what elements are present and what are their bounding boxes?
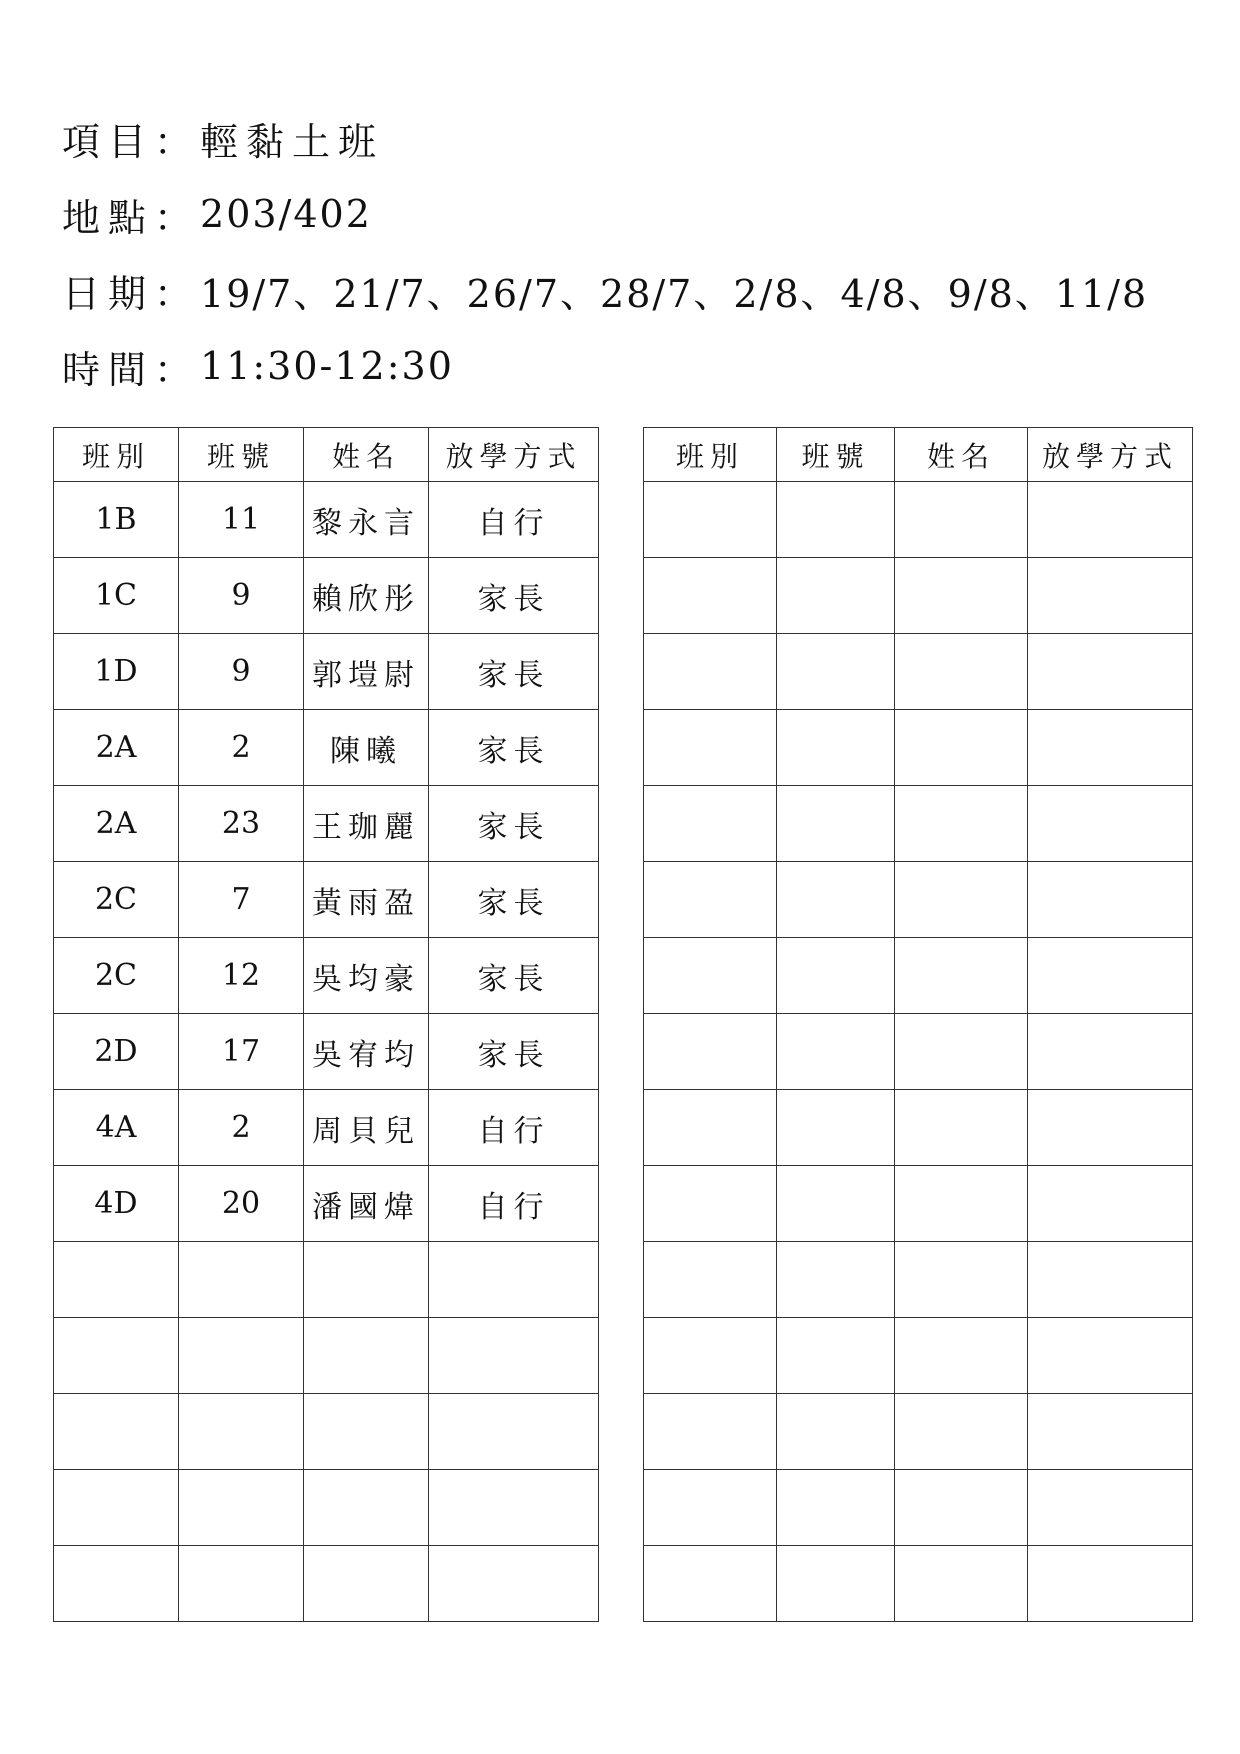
table-row — [54, 482, 599, 558]
project-label: 項目： — [62, 119, 201, 164]
cell-pickup — [429, 1318, 599, 1394]
cell-class — [54, 1318, 179, 1394]
cell-number — [777, 862, 895, 938]
cell-name — [895, 1318, 1028, 1394]
cell-pickup: 家長 — [429, 1014, 599, 1090]
cell-number: 20 — [179, 1166, 304, 1242]
cell-number: 2 — [179, 710, 304, 786]
table-header-row — [54, 428, 599, 482]
cell-pickup — [1028, 1242, 1193, 1318]
table-row — [54, 1470, 599, 1546]
cell-name — [895, 786, 1028, 862]
cell-pickup — [1028, 558, 1193, 634]
cell-pickup — [1028, 634, 1193, 710]
column-header-number: 班號 — [777, 428, 895, 482]
cell-number: 17 — [179, 1014, 304, 1090]
cell-number — [777, 1166, 895, 1242]
table-row — [644, 786, 1193, 862]
table-row — [54, 1394, 599, 1470]
cell-class: 1B — [54, 482, 179, 558]
table-row — [644, 1014, 1193, 1090]
roster-table-right — [643, 427, 1193, 1622]
location-label: 地點： — [62, 195, 201, 240]
cell-name — [895, 1090, 1028, 1166]
cell-class: 2A — [54, 710, 179, 786]
cell-pickup: 家長 — [429, 786, 599, 862]
table-row — [644, 938, 1193, 1014]
cell-pickup: 自行 — [429, 482, 599, 558]
column-header-class: 班別 — [644, 428, 777, 482]
cell-class: 4D — [54, 1166, 179, 1242]
cell-class — [644, 1394, 777, 1470]
cell-number — [179, 1546, 304, 1622]
cell-pickup — [1028, 1394, 1193, 1470]
cell-name — [304, 1470, 429, 1546]
table-row — [644, 482, 1193, 558]
cell-pickup — [1028, 1090, 1193, 1166]
cell-pickup — [429, 1470, 599, 1546]
cell-number: 11 — [179, 482, 304, 558]
cell-pickup: 家長 — [429, 862, 599, 938]
column-header-name: 姓名 — [304, 428, 429, 482]
cell-class — [644, 558, 777, 634]
cell-name — [895, 710, 1028, 786]
cell-name — [895, 1394, 1028, 1470]
cell-class: 2C — [54, 862, 179, 938]
location-value: 203/402 — [200, 192, 372, 236]
cell-pickup: 家長 — [429, 938, 599, 1014]
column-header-number: 班號 — [179, 428, 304, 482]
cell-name — [304, 1242, 429, 1318]
cell-pickup: 家長 — [429, 710, 599, 786]
cell-class — [54, 1242, 179, 1318]
cell-class — [644, 634, 777, 710]
cell-name — [895, 862, 1028, 938]
time-label: 時間： — [62, 347, 201, 392]
cell-class: 4A — [54, 1090, 179, 1166]
cell-class: 1C — [54, 558, 179, 634]
cell-pickup — [429, 1242, 599, 1318]
cell-name — [895, 558, 1028, 634]
cell-name — [895, 1546, 1028, 1622]
table-row — [644, 1470, 1193, 1546]
table-row — [54, 1242, 599, 1318]
cell-number — [777, 482, 895, 558]
cell-pickup — [1028, 1166, 1193, 1242]
cell-class: 2C — [54, 938, 179, 1014]
cell-name: 吳宥均 — [304, 1014, 429, 1090]
cell-name — [895, 1166, 1028, 1242]
table-row — [644, 1546, 1193, 1622]
column-header-pickup: 放學方式 — [429, 428, 599, 482]
project-line — [62, 100, 1148, 176]
cell-number: 2 — [179, 1090, 304, 1166]
cell-name: 王珈麗 — [304, 786, 429, 862]
cell-pickup: 家長 — [429, 558, 599, 634]
cell-pickup — [1028, 862, 1193, 938]
cell-class — [644, 710, 777, 786]
cell-number: 12 — [179, 938, 304, 1014]
cell-pickup — [429, 1394, 599, 1470]
time-line — [62, 328, 1148, 404]
cell-name — [895, 1242, 1028, 1318]
cell-name: 賴欣彤 — [304, 558, 429, 634]
table-row — [644, 1166, 1193, 1242]
cell-name — [895, 634, 1028, 710]
cell-number — [777, 1546, 895, 1622]
cell-class — [644, 1242, 777, 1318]
time-value: 11:30-12:30 — [200, 344, 454, 388]
cell-pickup — [429, 1546, 599, 1622]
cell-pickup: 家長 — [429, 634, 599, 710]
cell-name — [304, 1546, 429, 1622]
cell-number: 9 — [179, 634, 304, 710]
table-row — [644, 1394, 1193, 1470]
table-row — [54, 1318, 599, 1394]
cell-pickup — [1028, 710, 1193, 786]
cell-pickup — [1028, 786, 1193, 862]
cell-number: 23 — [179, 786, 304, 862]
cell-pickup: 自行 — [429, 1090, 599, 1166]
cell-name — [304, 1318, 429, 1394]
table-row — [644, 1318, 1193, 1394]
column-header-pickup: 放學方式 — [1028, 428, 1193, 482]
cell-number: 9 — [179, 558, 304, 634]
cell-class — [644, 1546, 777, 1622]
cell-name: 黎永言 — [304, 482, 429, 558]
cell-number — [179, 1394, 304, 1470]
cell-number — [179, 1470, 304, 1546]
table-row — [54, 710, 599, 786]
cell-number — [777, 786, 895, 862]
cell-pickup — [1028, 1546, 1193, 1622]
cell-number — [777, 1014, 895, 1090]
cell-number — [179, 1318, 304, 1394]
table-row — [54, 1090, 599, 1166]
table-row — [54, 938, 599, 1014]
header-info — [62, 100, 1148, 404]
cell-name: 周貝兒 — [304, 1090, 429, 1166]
cell-number — [777, 1470, 895, 1546]
cell-class — [644, 482, 777, 558]
cell-class: 2D — [54, 1014, 179, 1090]
date-value: 19/7、21/7、26/7、28/7、2/8、4/8、9/8、11/8 — [200, 271, 1149, 316]
cell-name: 郭塏尉 — [304, 634, 429, 710]
table-row — [644, 1090, 1193, 1166]
cell-class — [54, 1470, 179, 1546]
cell-pickup — [1028, 1014, 1193, 1090]
table-row — [54, 862, 599, 938]
table-row — [54, 1546, 599, 1622]
column-header-name: 姓名 — [895, 428, 1028, 482]
cell-name: 黃雨盈 — [304, 862, 429, 938]
cell-class — [644, 1166, 777, 1242]
cell-number — [777, 1318, 895, 1394]
cell-name — [895, 1470, 1028, 1546]
date-line — [62, 252, 1148, 328]
cell-number — [179, 1242, 304, 1318]
cell-name — [895, 1014, 1028, 1090]
location-line — [62, 176, 1148, 252]
roster-table-left — [53, 427, 599, 1622]
cell-number: 7 — [179, 862, 304, 938]
cell-name: 吳均豪 — [304, 938, 429, 1014]
table-row — [54, 1166, 599, 1242]
cell-name: 潘國煒 — [304, 1166, 429, 1242]
table-row — [644, 558, 1193, 634]
table-row — [644, 710, 1193, 786]
cell-class — [644, 938, 777, 1014]
cell-pickup: 自行 — [429, 1166, 599, 1242]
table-header-row — [644, 428, 1193, 482]
table-row — [644, 634, 1193, 710]
cell-class — [644, 1090, 777, 1166]
cell-class — [54, 1394, 179, 1470]
cell-class — [644, 862, 777, 938]
table-row — [644, 862, 1193, 938]
table-row — [54, 558, 599, 634]
cell-class — [644, 1318, 777, 1394]
table-row — [54, 786, 599, 862]
project-value: 輕黏土班 — [200, 119, 385, 164]
cell-name — [895, 482, 1028, 558]
cell-pickup — [1028, 1318, 1193, 1394]
cell-number — [777, 1090, 895, 1166]
cell-pickup — [1028, 938, 1193, 1014]
cell-class — [54, 1546, 179, 1622]
cell-class: 1D — [54, 634, 179, 710]
table-row — [54, 1014, 599, 1090]
cell-class — [644, 1014, 777, 1090]
cell-name — [304, 1394, 429, 1470]
table-row — [54, 634, 599, 710]
cell-name: 陳曦 — [304, 710, 429, 786]
cell-pickup — [1028, 482, 1193, 558]
cell-number — [777, 938, 895, 1014]
cell-pickup — [1028, 1470, 1193, 1546]
cell-number — [777, 1394, 895, 1470]
cell-class — [644, 1470, 777, 1546]
cell-number — [777, 710, 895, 786]
table-row — [644, 1242, 1193, 1318]
cell-class — [644, 786, 777, 862]
date-label: 日期： — [62, 271, 201, 316]
column-header-class: 班別 — [54, 428, 179, 482]
cell-number — [777, 1242, 895, 1318]
cell-class: 2A — [54, 786, 179, 862]
cell-number — [777, 558, 895, 634]
cell-number — [777, 634, 895, 710]
cell-name — [895, 938, 1028, 1014]
